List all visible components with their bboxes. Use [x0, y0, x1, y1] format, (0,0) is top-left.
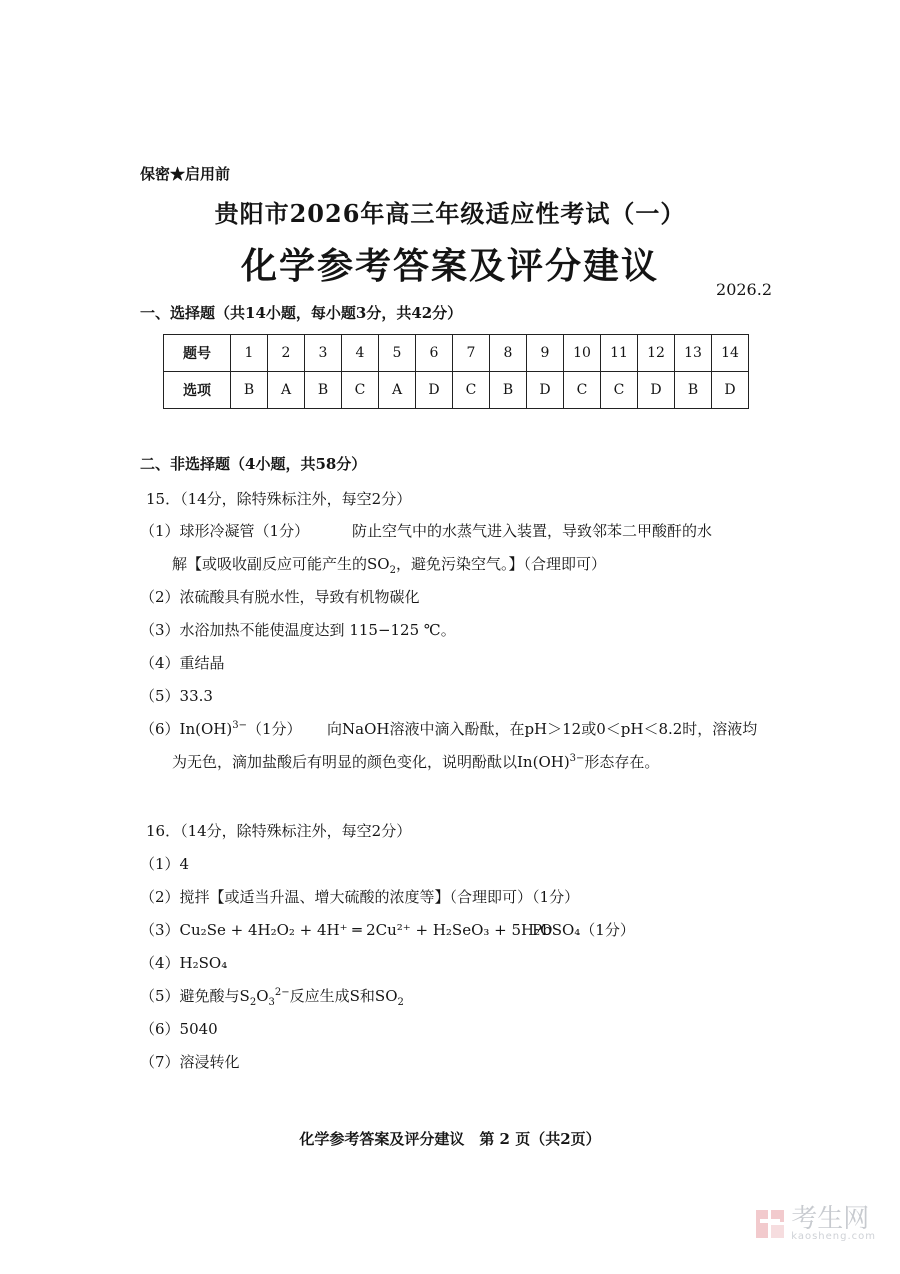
question-number: 1: [231, 335, 268, 372]
question-number: 8: [490, 335, 527, 372]
q16-answer-3: （3）Cu₂Se + 4H₂O₂ + 4H⁺ ═ 2Cu²⁺ + H₂SeO₃ + 5H₂O: [140, 921, 553, 939]
question-number: 7: [453, 335, 490, 372]
q16-header: 16．（14分，除特殊标注外，每空2分）: [146, 822, 412, 840]
answer-cell: A: [268, 372, 305, 409]
answer-cell: A: [379, 372, 416, 409]
answer-cell: C: [342, 372, 379, 409]
q15-header: 15．（14分，除特殊标注外，每空2分）: [146, 490, 412, 508]
q15-answer-6-label: （6）In(OH)$^{3-}$（1分）: [140, 720, 302, 738]
section1-title: 一、选择题（共14小题，每小题3分，共42分）: [140, 304, 463, 322]
q15-answer-4: （4）重结晶: [140, 654, 225, 672]
answer-cell: C: [564, 372, 601, 409]
row-label-number: 题号: [164, 335, 231, 372]
answer-cell: B: [305, 372, 342, 409]
q15-answer-6-continued: 为无色，滴加盐酸后有明显的颜色变化，说明酚酞以In(OH)$^{3-}$形态存在。: [172, 753, 660, 771]
answer-cell: D: [416, 372, 453, 409]
q16-answer-6: （6）5040: [140, 1020, 218, 1038]
answer-cell: D: [712, 372, 749, 409]
document-date: 2026.2: [716, 280, 772, 299]
question-number: 9: [527, 335, 564, 372]
q15-answer-1-continued: 解【或吸收副反应可能产生的$SO_2$，避免污染空气。】（合理即可）: [172, 555, 606, 576]
answer-cell: C: [601, 372, 638, 409]
question-number: 12: [638, 335, 675, 372]
answer-cell: D: [638, 372, 675, 409]
q16-answer-5: （5）避免酸与$S_2O_3^{2-}$反应生成S和$SO_2$: [140, 987, 404, 1008]
question-number: 6: [416, 335, 453, 372]
question-number: 2: [268, 335, 305, 372]
question-number: 3: [305, 335, 342, 372]
answer-cell: B: [675, 372, 712, 409]
answer-cell: D: [527, 372, 564, 409]
q15-answer-2: （2）浓硫酸具有脱水性，导致有机物碳化: [140, 588, 420, 606]
question-number: 4: [342, 335, 379, 372]
answer-table: [163, 334, 749, 409]
q15-answer-3: （3）水浴加热不能使温度达到 115−125 ℃。: [140, 621, 456, 639]
q16-equation: Cu₂Se + 4H₂O₂ + 4H⁺ ═ 2Cu²⁺ + H₂SeO₃ + 5H₂O: [179, 921, 553, 939]
answer-cell: C: [453, 372, 490, 409]
watermark-url: kaosheng.com: [791, 1231, 876, 1242]
question-number: 11: [601, 335, 638, 372]
exam-title: 贵阳市2026年高三年级适应性考试（一）: [214, 199, 686, 228]
confidential-label: 保密★启用前: [140, 165, 231, 183]
q16-answer-1: （1）4: [140, 855, 190, 873]
q16-answer-4: （4）H₂SO₄: [140, 954, 228, 972]
watermark-brand: 考生网: [791, 1204, 870, 1234]
answer-cell: B: [231, 372, 268, 409]
q16-answer-2: （2）搅拌【或适当升温、增大硫酸的浓度等】（合理即可）（1分）: [140, 888, 580, 906]
watermark: [753, 1206, 876, 1242]
q15-answer-1-label: （1）球形冷凝管（1分）: [140, 522, 310, 540]
answer-cell: B: [490, 372, 527, 409]
question-number: 10: [564, 335, 601, 372]
kaosheng-logo-icon: [753, 1207, 787, 1241]
question-number: 5: [379, 335, 416, 372]
table-row-numbers: [164, 335, 749, 372]
question-number: 14: [712, 335, 749, 372]
q15-answer-5: （5）33.3: [140, 687, 213, 705]
table-row-answers: [164, 372, 749, 409]
document-title: 化学参考答案及评分建议: [240, 245, 659, 287]
question-number: 13: [675, 335, 712, 372]
row-label-answer: 选项: [164, 372, 231, 409]
section2-title: 二、非选择题（4小题，共58分）: [140, 455, 367, 473]
q16-answer-3-extra: PbSO₄（1分）: [532, 921, 635, 939]
page-footer: 化学参考答案及评分建议 第 2 页（共2页）: [299, 1130, 601, 1148]
q15-answer-1-text: 防止空气中的水蒸气进入装置，导致邻苯二甲酸酐的水: [352, 522, 713, 540]
q15-answer-6-text: 向NaOH溶液中滴入酚酞，在pH＞12或0＜pH＜8.2时，溶液均: [327, 720, 758, 738]
q16-answer-7: （7）溶浸转化: [140, 1053, 240, 1071]
